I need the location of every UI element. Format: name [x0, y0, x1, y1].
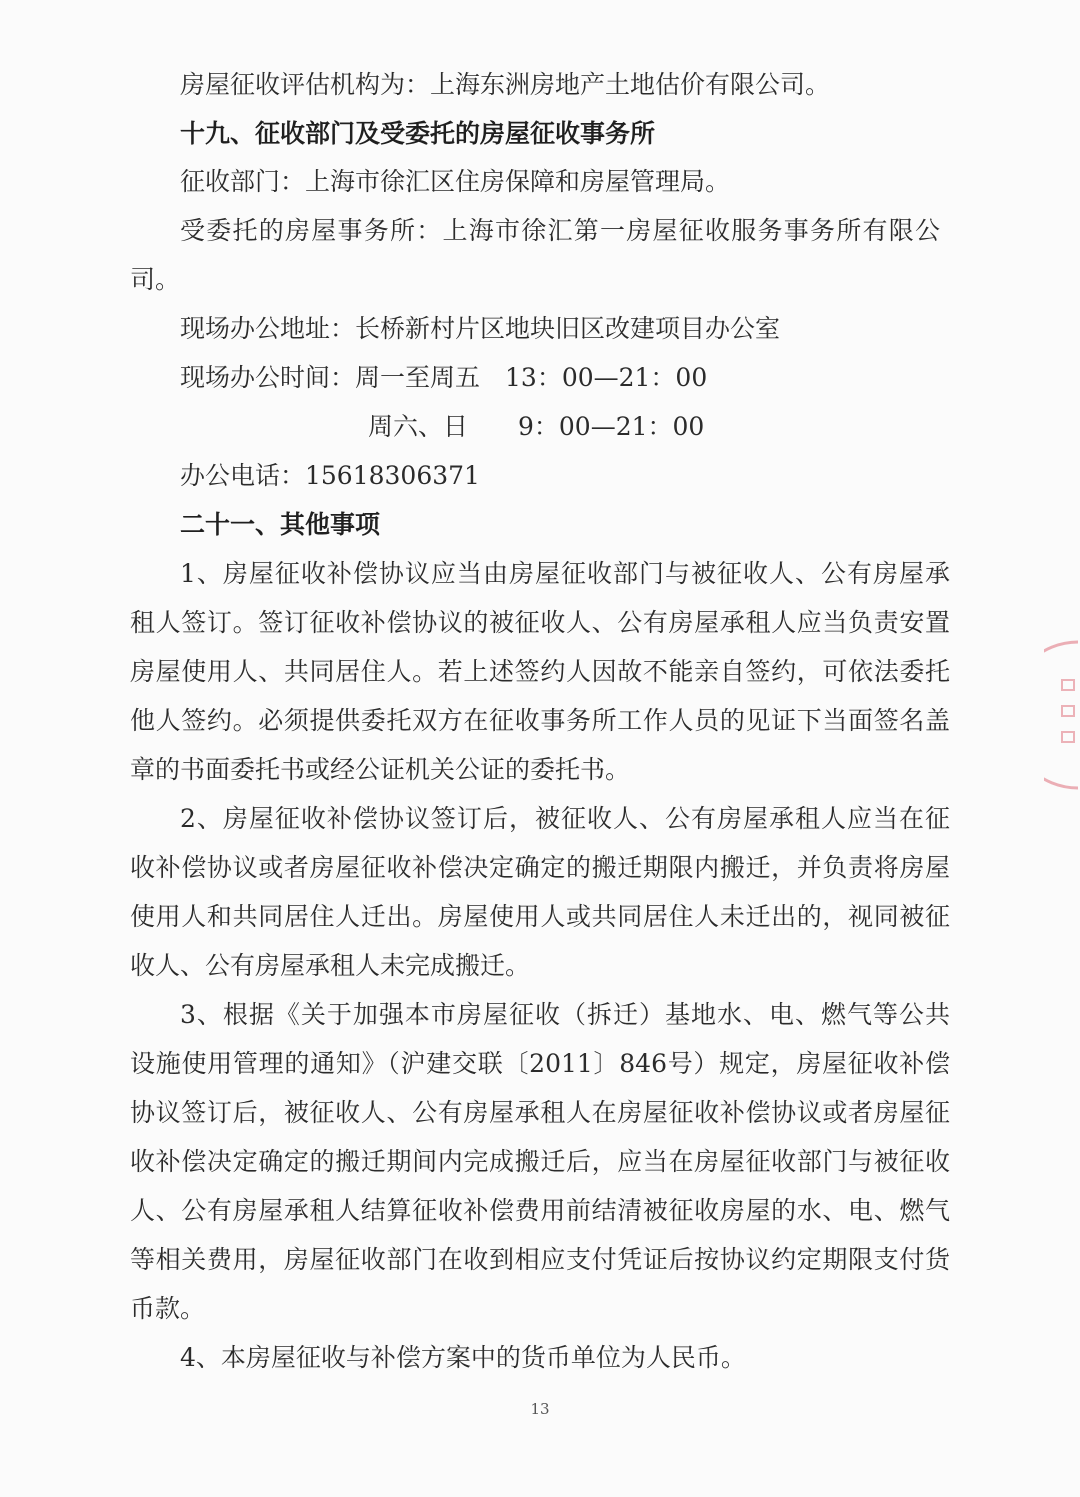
text-line: 现场办公地址：长桥新村片区地块旧区改建项目办公室 — [180, 314, 781, 343]
text-line: 房屋使用人、共同居住人。若上述签约人因故不能亲自签约，可依法委托 — [130, 657, 950, 686]
text-line: 章的书面委托书或经公证机关公证的委托书。 — [130, 755, 631, 784]
section-heading: 二十一、其他事项 — [180, 510, 381, 539]
text-line: 人、公有房屋承租人结算征收补偿费用前结清被征收房屋的水、电、燃气 — [130, 1196, 950, 1225]
text-line: 等相关费用，房屋征收部门在收到相应支付凭证后按协议约定期限支付货 — [130, 1245, 950, 1274]
text-line: 使用人和共同居住人迁出。房屋使用人或共同居住人未迁出的，视同被征 — [130, 902, 950, 931]
text-line: 租人签订。签订征收补偿协议的被征收人、公有房屋承租人应当负责安置 — [130, 608, 950, 637]
text-line: 办公电话：15618306371 — [180, 461, 480, 490]
text-line: 2、房屋征收补偿协议签订后，被征收人、公有房屋承租人应当在征 — [180, 804, 950, 833]
text-line: 收人、公有房屋承租人未完成搬迁。 — [130, 951, 531, 980]
text-line: 现场办公时间：周一至周五 13：00—21：00 — [180, 363, 708, 392]
text-line: 受委托的房屋事务所：上海市徐汇第一房屋征收服务事务所有限公 — [180, 216, 940, 245]
page-number: 13 — [530, 1400, 550, 1418]
text-line: 周六、日 9：00—21：00 — [368, 412, 705, 441]
seal-stamp-icon — [1044, 640, 1080, 790]
text-line: 设施使用管理的通知》（沪建交联〔2011〕846号）规定，房屋征收补偿 — [130, 1049, 950, 1078]
text-line: 房屋征收评估机构为：上海东洲房地产土地估价有限公司。 — [180, 70, 831, 99]
text-line: 4、本房屋征收与补偿方案中的货币单位为人民币。 — [180, 1343, 746, 1372]
text-line: 司。 — [130, 265, 181, 294]
text-line: 3、根据《关于加强本市房屋征收（拆迁）基地水、电、燃气等公共 — [180, 1000, 950, 1029]
text-line: 他人签约。必须提供委托双方在征收事务所工作人员的见证下当面签名盖 — [130, 706, 950, 735]
text-line: 收补偿决定确定的搬迁期间内完成搬迁后，应当在房屋征收部门与被征收 — [130, 1147, 950, 1176]
text-line: 币款。 — [130, 1294, 206, 1323]
text-line: 协议签订后，被征收人、公有房屋承租人在房屋征收补偿协议或者房屋征 — [130, 1098, 950, 1127]
text-line: 收补偿协议或者房屋征收补偿决定确定的搬迁期限内搬迁，并负责将房屋 — [130, 853, 950, 882]
section-heading: 十九、征收部门及受委托的房屋征收事务所 — [180, 119, 656, 148]
seal-stamp — [1044, 640, 1080, 790]
text-line: 征收部门：上海市徐汇区住房保障和房屋管理局。 — [180, 167, 731, 196]
text-line: 1、房屋征收补偿协议应当由房屋征收部门与被征收人、公有房屋承 — [180, 559, 950, 588]
